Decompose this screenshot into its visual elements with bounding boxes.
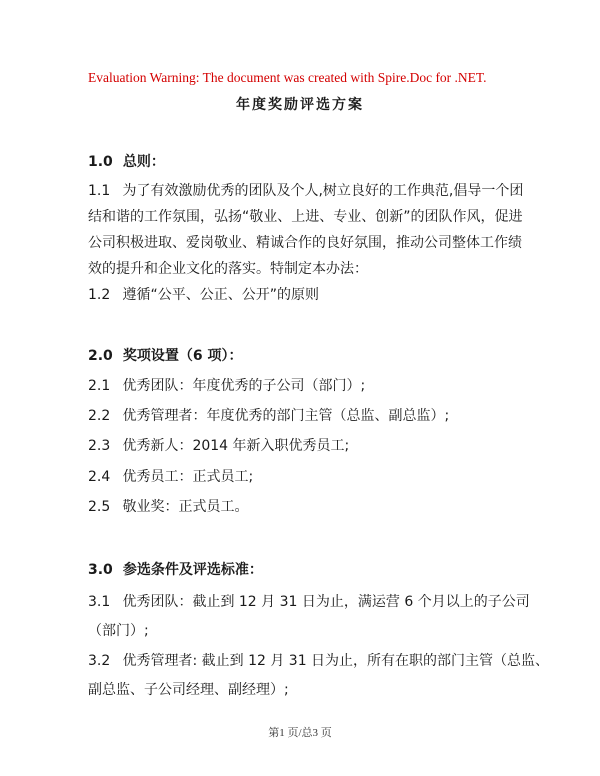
paragraph-number: 1.2 (88, 287, 111, 303)
item-text: 优秀新人：2014 年新入职优秀员工; (122, 438, 350, 454)
paragraph-text: 为了有效激励优秀的团队及个人,树立良好的工作典范,倡导一个团 (122, 183, 524, 199)
list-item (88, 406, 449, 426)
paragraph-text: 优秀团队：截止到 12 月 31 日为止，满运营 6 个月以上的子公司 (122, 594, 530, 610)
paragraph-number: 3.1 (88, 594, 111, 610)
section-number: 2.0 (88, 348, 113, 364)
section-title: 奖项设置（6 项）： (122, 348, 243, 364)
paragraph-line (88, 651, 549, 671)
paragraph-line: 效的提升和企业文化的落实。特制定本办法： (88, 261, 368, 277)
paragraph-number: 1.1 (88, 183, 111, 199)
item-text: 优秀员工：正式员工; (122, 469, 254, 485)
item-text: 优秀团队：年度优秀的子公司（部门）; (122, 378, 366, 394)
paragraph-line (88, 592, 530, 612)
paragraph-number: 3.2 (88, 653, 111, 669)
paragraph-line: 公司积极进取、爱岗敬业、精诚合作的良好氛围，推动公司整体工作绩 (88, 235, 522, 251)
section-number: 1.0 (88, 154, 113, 170)
section-heading-2 (88, 346, 243, 366)
section-title: 参选条件及评选标准： (122, 562, 263, 578)
item-number: 2.1 (88, 378, 111, 394)
section-heading-1 (88, 152, 165, 172)
paragraph-line: 结和谐的工作氛围，弘扬“敬业、上进、专业、创新”的团队作风，促进 (88, 209, 523, 225)
paragraph-line (88, 285, 319, 305)
evaluation-warning: Evaluation Warning: The document was created with Spire.Doc for .NET. (88, 70, 487, 85)
list-item (88, 467, 253, 487)
item-number: 2.4 (88, 469, 111, 485)
paragraph-line: （部门）; (88, 623, 149, 639)
list-item (88, 497, 248, 517)
paragraph-text: 优秀管理者: 截止到 12 月 31 日为止，所有在职的部门主管（总监、 (122, 653, 550, 669)
item-text: 敬业奖：正式员工。 (122, 499, 249, 515)
section-number: 3.0 (88, 562, 113, 578)
item-number: 2.3 (88, 438, 111, 454)
item-number: 2.2 (88, 408, 111, 424)
section-heading-3 (88, 560, 263, 580)
paragraph-line: 副总监、子公司经理、副经理）; (88, 682, 289, 698)
list-item (88, 376, 365, 396)
section-title: 总则： (122, 154, 165, 170)
item-number: 2.5 (88, 499, 111, 515)
paragraph-text: 遵循“公平、公正、公开”的原则 (122, 287, 319, 303)
document-title: 年度奖励评选方案 (236, 97, 364, 113)
page-footer: 第1 页/总3 页 (268, 727, 332, 739)
list-item (88, 436, 349, 456)
item-text: 优秀管理者：年度优秀的部门主管（总监、副总监）; (122, 408, 450, 424)
paragraph-line (88, 181, 523, 201)
